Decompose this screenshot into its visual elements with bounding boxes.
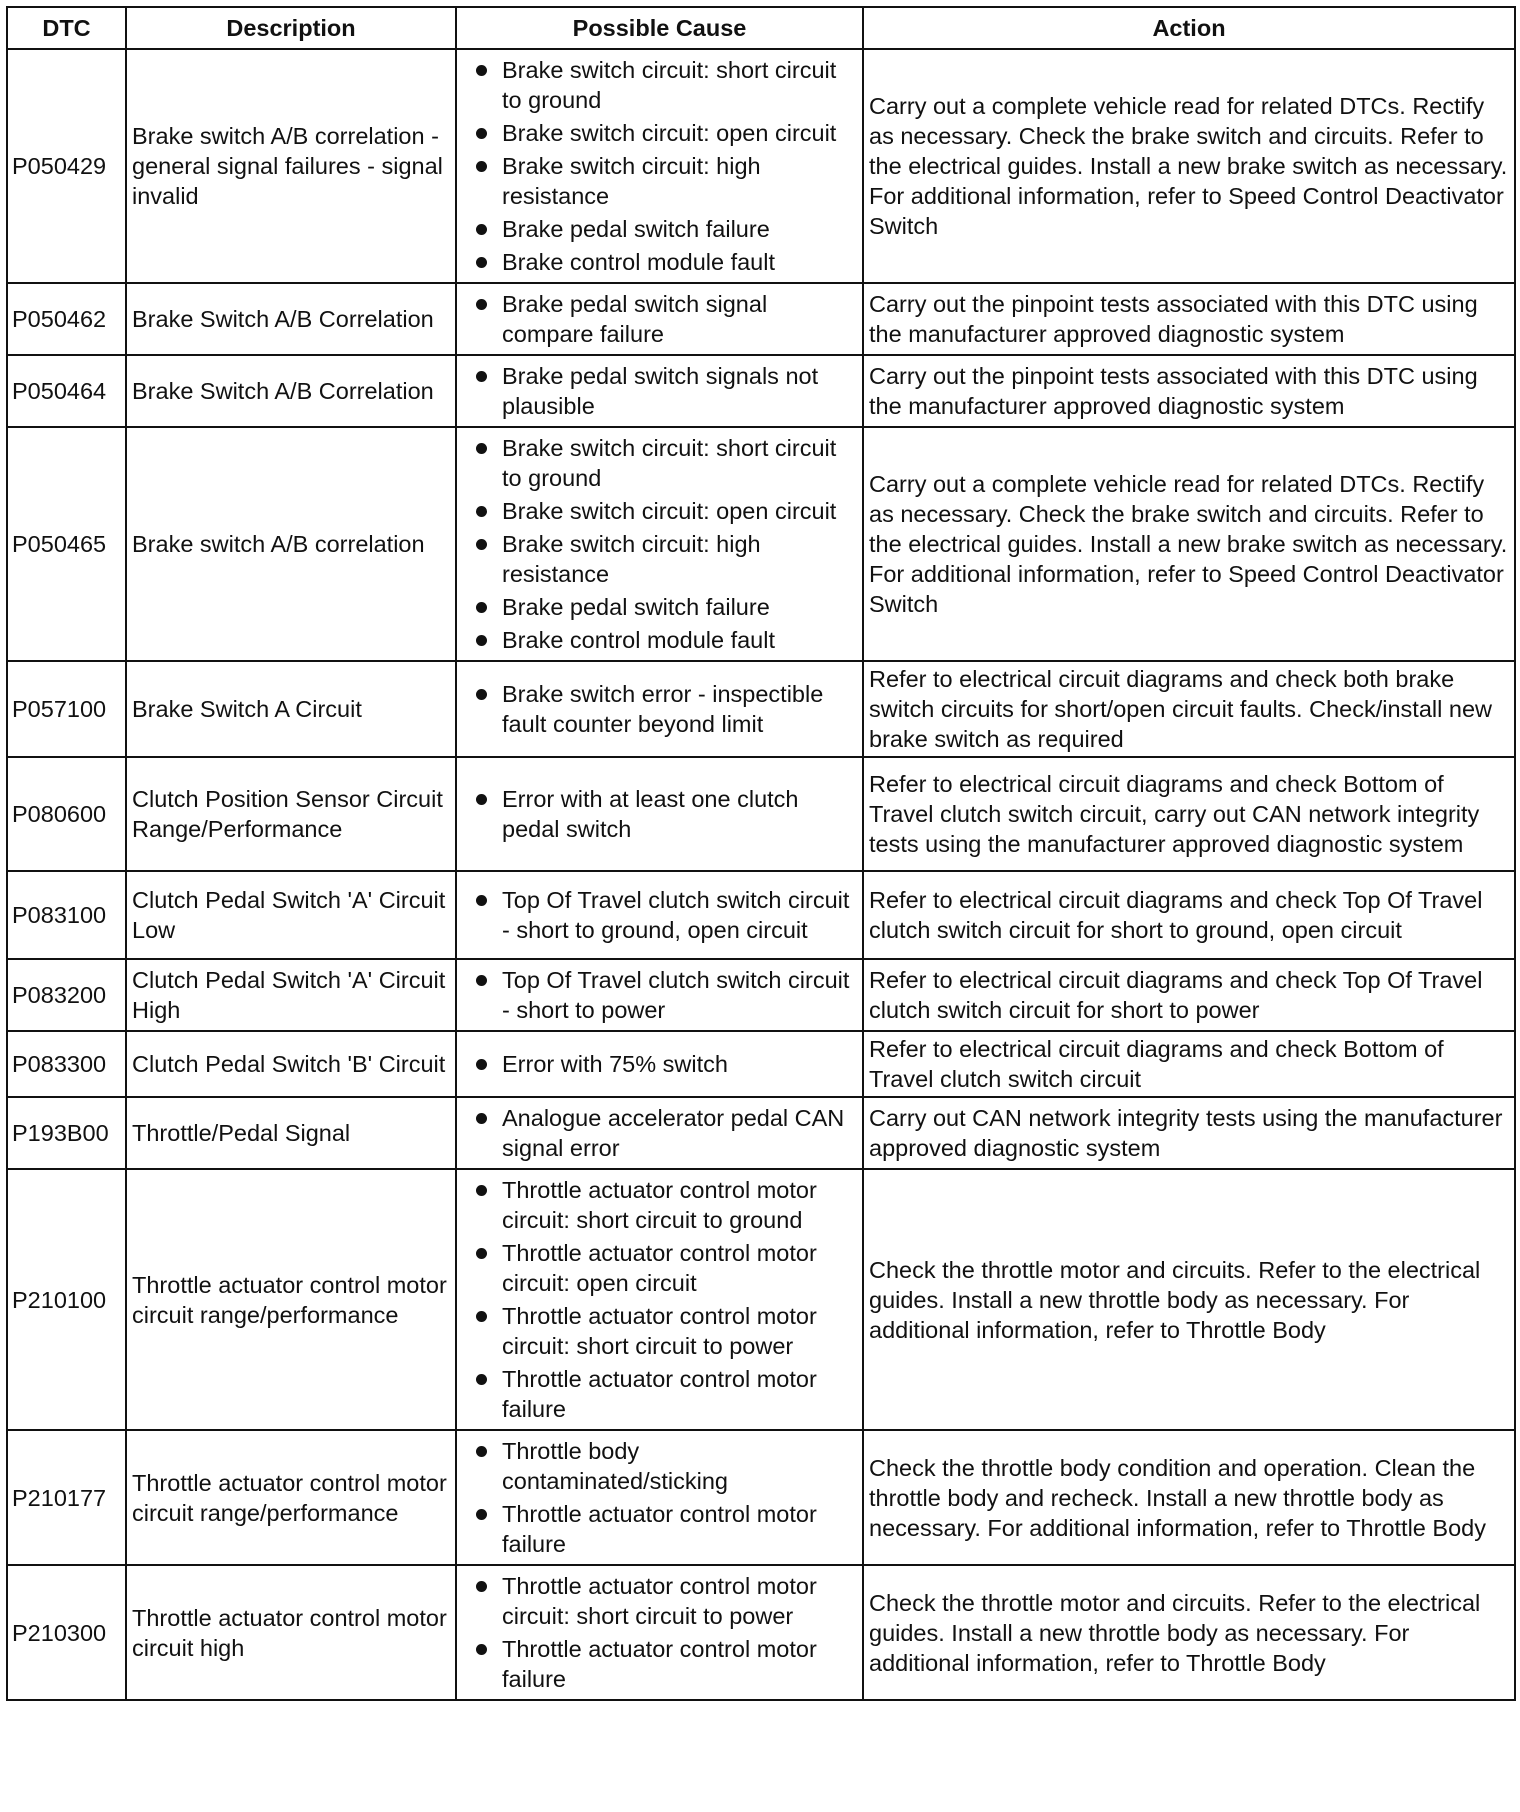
cause-text: Throttle actuator control motor circuit: short circuit to power xyxy=(502,1573,817,1629)
dtc-code-cell: P193B00 xyxy=(7,1097,126,1169)
dtc-code-cell: P080600 xyxy=(7,757,126,871)
bullet-icon xyxy=(476,161,487,172)
dtc-code-cell: P057100 xyxy=(7,661,126,757)
cause-list-item xyxy=(462,592,857,622)
cause-text: Brake switch circuit: short circuit to ground xyxy=(502,57,837,113)
cause-list-item xyxy=(462,118,857,148)
bullet-icon xyxy=(476,895,487,906)
cause-text: Brake switch circuit: short circuit to ground xyxy=(502,435,837,491)
cause-text: Top Of Travel clutch switch circuit - short to power xyxy=(502,967,850,1023)
bullet-icon xyxy=(476,1374,487,1385)
bullet-icon xyxy=(476,506,487,517)
cause-text: Analogue accelerator pedal CAN signal error xyxy=(502,1105,845,1161)
cause-list xyxy=(462,784,857,844)
header-action: Action xyxy=(863,7,1515,49)
bullet-icon xyxy=(476,1509,487,1520)
description-cell: Clutch Pedal Switch 'A' Circuit High xyxy=(126,959,456,1031)
description-cell: Clutch Position Sensor Circuit Range/Performance xyxy=(126,757,456,871)
bullet-icon xyxy=(476,1644,487,1655)
dtc-code-cell: P210100 xyxy=(7,1169,126,1430)
cause-list-item xyxy=(462,529,857,589)
description-cell: Clutch Pedal Switch 'B' Circuit xyxy=(126,1031,456,1097)
table-row xyxy=(7,1097,1515,1169)
cause-text: Brake control module fault xyxy=(502,627,776,653)
action-cell: Refer to electrical circuit diagrams and check both brake switch circuits for short/open circuit faults. Check/install new brake switch as required xyxy=(863,661,1515,757)
description-cell: Brake switch A/B correlation xyxy=(126,427,456,661)
cause-list-item xyxy=(462,1571,857,1631)
cause-text: Throttle actuator control motor circuit: short circuit to power xyxy=(502,1303,817,1359)
cause-list-item xyxy=(462,1499,857,1559)
bullet-icon xyxy=(476,975,487,986)
cause-list xyxy=(462,55,857,277)
bullet-icon xyxy=(476,443,487,454)
description-cell: Brake Switch A Circuit xyxy=(126,661,456,757)
cause-text: Brake switch circuit: high resistance xyxy=(502,153,761,209)
bullet-icon xyxy=(476,224,487,235)
table-row xyxy=(7,1031,1515,1097)
cause-text: Brake switch circuit: open circuit xyxy=(502,120,837,146)
possible-cause-cell xyxy=(456,1565,863,1700)
possible-cause-cell xyxy=(456,1097,863,1169)
bullet-icon xyxy=(476,602,487,613)
cause-list-item xyxy=(462,1103,857,1163)
table-row xyxy=(7,427,1515,661)
cause-text: Brake switch circuit: open circuit xyxy=(502,498,837,524)
possible-cause-cell xyxy=(456,661,863,757)
cause-text: Brake pedal switch signals not plausible xyxy=(502,363,819,419)
dtc-code-cell: P050464 xyxy=(7,355,126,427)
description-cell: Brake Switch A/B Correlation xyxy=(126,283,456,355)
cause-list-item xyxy=(462,1175,857,1235)
cause-list-item xyxy=(462,784,857,844)
table-row xyxy=(7,49,1515,283)
bullet-icon xyxy=(476,635,487,646)
cause-text: Brake pedal switch signal compare failure xyxy=(502,291,768,347)
table-row xyxy=(7,757,1515,871)
dtc-code-cell: P210300 xyxy=(7,1565,126,1700)
dtc-code-cell: P083300 xyxy=(7,1031,126,1097)
possible-cause-cell xyxy=(456,959,863,1031)
description-cell: Throttle/Pedal Signal xyxy=(126,1097,456,1169)
cause-list xyxy=(462,1103,857,1163)
cause-list xyxy=(462,1436,857,1559)
header-possible-cause: Possible Cause xyxy=(456,7,863,49)
table-row xyxy=(7,355,1515,427)
cause-text: Throttle actuator control motor circuit: short circuit to ground xyxy=(502,1177,817,1233)
possible-cause-cell xyxy=(456,355,863,427)
bullet-icon xyxy=(476,1059,487,1070)
cause-text: Throttle actuator control motor failure xyxy=(502,1366,817,1422)
cause-list-item xyxy=(462,885,857,945)
cause-list xyxy=(462,433,857,655)
cause-list-item xyxy=(462,679,857,739)
cause-list xyxy=(462,965,857,1025)
cause-list xyxy=(462,1571,857,1694)
cause-text: Top Of Travel clutch switch circuit - short to ground, open circuit xyxy=(502,887,850,943)
bullet-icon xyxy=(476,128,487,139)
table-row xyxy=(7,661,1515,757)
action-cell: Refer to electrical circuit diagrams and check Top Of Travel clutch switch circuit for short to power xyxy=(863,959,1515,1031)
dtc-code-cell: P050429 xyxy=(7,49,126,283)
bullet-icon xyxy=(476,689,487,700)
cause-list xyxy=(462,679,857,739)
table-row xyxy=(7,1169,1515,1430)
header-row xyxy=(7,7,1515,49)
table-row xyxy=(7,283,1515,355)
cause-list xyxy=(462,1049,857,1079)
cause-text: Brake pedal switch failure xyxy=(502,594,770,620)
cause-list-item xyxy=(462,289,857,349)
action-cell: Carry out CAN network integrity tests using the manufacturer approved diagnostic system xyxy=(863,1097,1515,1169)
cause-text: Error with 75% switch xyxy=(502,1051,728,1077)
cause-text: Throttle actuator control motor failure xyxy=(502,1501,817,1557)
action-cell: Carry out the pinpoint tests associated with this DTC using the manufacturer approved diagnostic system xyxy=(863,283,1515,355)
possible-cause-cell xyxy=(456,871,863,959)
dtc-code-cell: P083200 xyxy=(7,959,126,1031)
bullet-icon xyxy=(476,1113,487,1124)
cause-list-item xyxy=(462,496,857,526)
dtc-code-cell: P050462 xyxy=(7,283,126,355)
possible-cause-cell xyxy=(456,1031,863,1097)
cause-list-item xyxy=(462,1301,857,1361)
action-cell: Refer to electrical circuit diagrams and check Bottom of Travel clutch switch circuit, carry out CAN network integrity tests using the manufacturer approved diagnostic system xyxy=(863,757,1515,871)
possible-cause-cell xyxy=(456,1430,863,1565)
table-header xyxy=(7,7,1515,49)
cause-text: Brake switch circuit: high resistance xyxy=(502,531,761,587)
possible-cause-cell xyxy=(456,49,863,283)
possible-cause-cell xyxy=(456,757,863,871)
cause-list-item xyxy=(462,361,857,421)
description-cell: Throttle actuator control motor circuit range/performance xyxy=(126,1430,456,1565)
dtc-code-cell: P083100 xyxy=(7,871,126,959)
cause-list-item xyxy=(462,151,857,211)
cause-text: Throttle actuator control motor circuit: open circuit xyxy=(502,1240,817,1296)
cause-list-item xyxy=(462,965,857,1025)
table-row xyxy=(7,871,1515,959)
action-cell: Carry out the pinpoint tests associated with this DTC using the manufacturer approved diagnostic system xyxy=(863,355,1515,427)
cause-text: Throttle body contaminated/sticking xyxy=(502,1438,728,1494)
cause-list-item xyxy=(462,1049,857,1079)
description-cell: Throttle actuator control motor circuit range/performance xyxy=(126,1169,456,1430)
cause-list-item xyxy=(462,247,857,277)
cause-list-item xyxy=(462,55,857,115)
bullet-icon xyxy=(476,1581,487,1592)
cause-list xyxy=(462,885,857,945)
cause-list xyxy=(462,289,857,349)
bullet-icon xyxy=(476,299,487,310)
cause-list-item xyxy=(462,1238,857,1298)
bullet-icon xyxy=(476,794,487,805)
possible-cause-cell xyxy=(456,427,863,661)
action-cell: Refer to electrical circuit diagrams and check Bottom of Travel clutch switch circuit xyxy=(863,1031,1515,1097)
bullet-icon xyxy=(476,1311,487,1322)
dtc-table xyxy=(6,6,1516,1701)
cause-list-item xyxy=(462,1634,857,1694)
table-row xyxy=(7,959,1515,1031)
bullet-icon xyxy=(476,1248,487,1259)
bullet-icon xyxy=(476,257,487,268)
cause-list-item xyxy=(462,1436,857,1496)
cause-list-item xyxy=(462,625,857,655)
cause-text: Brake pedal switch failure xyxy=(502,216,770,242)
header-description: Description xyxy=(126,7,456,49)
description-cell: Clutch Pedal Switch 'A' Circuit Low xyxy=(126,871,456,959)
header-dtc: DTC xyxy=(7,7,126,49)
dtc-code-cell: P050465 xyxy=(7,427,126,661)
table-row xyxy=(7,1565,1515,1700)
cause-list-item xyxy=(462,1364,857,1424)
possible-cause-cell xyxy=(456,1169,863,1430)
cause-text: Brake switch error - inspectible fault counter beyond limit xyxy=(502,681,824,737)
action-cell: Check the throttle motor and circuits. Refer to the electrical guides. Install a new throttle body as necessary. For additional information, refer to Throttle Body xyxy=(863,1169,1515,1430)
description-cell: Brake Switch A/B Correlation xyxy=(126,355,456,427)
action-cell: Check the throttle body condition and operation. Clean the throttle body and recheck. Install a new throttle body as necessary. For additional information, refer to Throttle Body xyxy=(863,1430,1515,1565)
action-cell: Refer to electrical circuit diagrams and check Top Of Travel clutch switch circuit for short to ground, open circuit xyxy=(863,871,1515,959)
bullet-icon xyxy=(476,539,487,550)
possible-cause-cell xyxy=(456,283,863,355)
table-body xyxy=(7,49,1515,1700)
cause-list-item xyxy=(462,214,857,244)
action-cell: Check the throttle motor and circuits. Refer to the electrical guides. Install a new throttle body as necessary. For additional information, refer to Throttle Body xyxy=(863,1565,1515,1700)
cause-list xyxy=(462,361,857,421)
bullet-icon xyxy=(476,1185,487,1196)
action-cell: Carry out a complete vehicle read for related DTCs. Rectify as necessary. Check the brake switch and circuits. Refer to the electrical guides. Install a new brake switch as necessary. For additional information, refer to Speed Control Deactivator Switch xyxy=(863,427,1515,661)
cause-text: Error with at least one clutch pedal switch xyxy=(502,786,799,842)
table-row xyxy=(7,1430,1515,1565)
bullet-icon xyxy=(476,65,487,76)
bullet-icon xyxy=(476,371,487,382)
cause-text: Throttle actuator control motor failure xyxy=(502,1636,817,1692)
description-cell: Brake switch A/B correlation - general signal failures - signal invalid xyxy=(126,49,456,283)
description-cell: Throttle actuator control motor circuit high xyxy=(126,1565,456,1700)
cause-list-item xyxy=(462,433,857,493)
cause-list xyxy=(462,1175,857,1424)
cause-text: Brake control module fault xyxy=(502,249,776,275)
bullet-icon xyxy=(476,1446,487,1457)
action-cell: Carry out a complete vehicle read for related DTCs. Rectify as necessary. Check the brake switch and circuits. Refer to the electrical guides. Install a new brake switch as necessary. For additional information, refer to Speed Control Deactivator Switch xyxy=(863,49,1515,283)
dtc-code-cell: P210177 xyxy=(7,1430,126,1565)
